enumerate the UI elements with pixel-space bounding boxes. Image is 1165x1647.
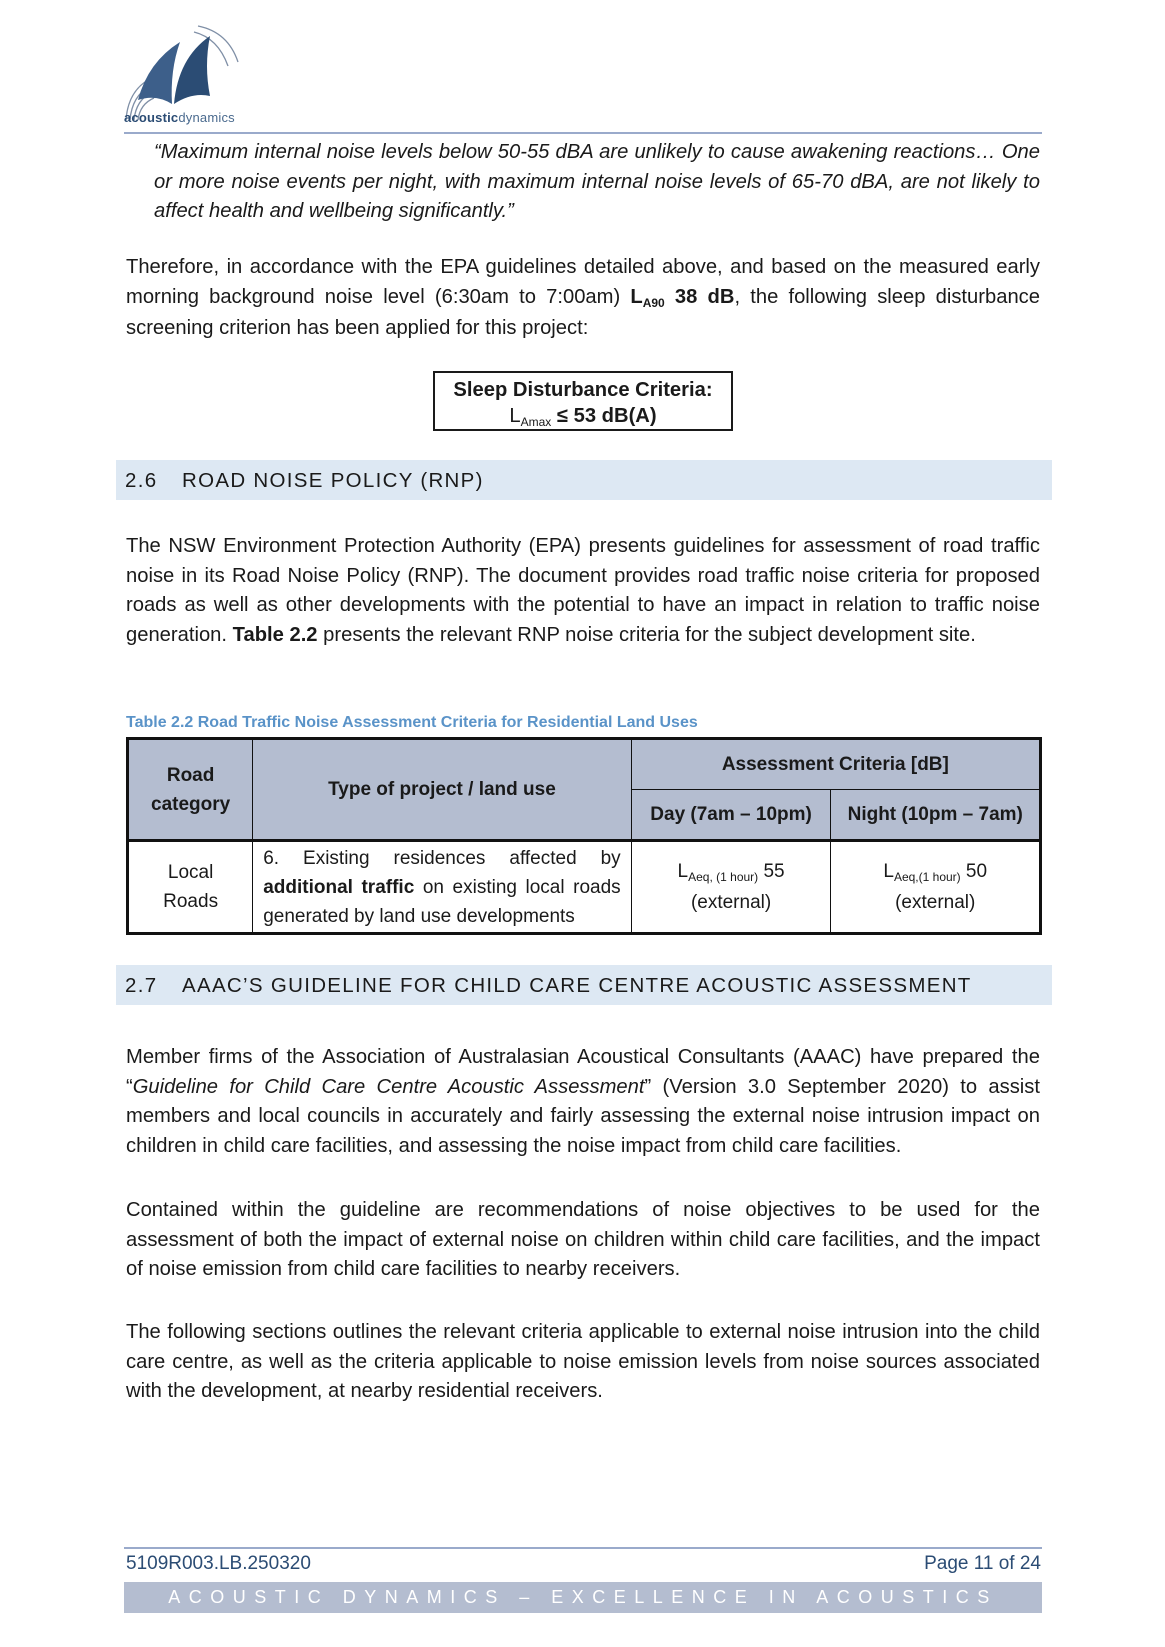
epa-quote: “Maximum internal noise levels below 50-55 dBA are unlikely to cause awakening reactions… One or more noise events per night, with maximum internal noise levels of 65-70 dBA, are not likely to affect health and wellbeing significantly.” xyxy=(154,141,1040,223)
paragraph-rnp: The NSW Environment Protection Authority (EPA) presents guidelines for assessment of road traffic noise in its Road Noise Policy (RNP). The document provides road traffic noise criteria for proposed roads as well as other developments with the potential to have an impact in relation to traffic noise generation. Table 2.2 presents the relevant RNP noise criteria for the subject development site. xyxy=(126,535,1040,646)
paragraph-background-noise: Therefore, in accordance with the EPA guidelines detailed above, and based on the measured early morning background noise level (6:30am to 7:00am) LA90 38 dB, the following sleep disturbance screening criterion has been applied for this project: xyxy=(126,256,1040,340)
section-number: 2.6 xyxy=(125,469,158,492)
header-road-category: Road category xyxy=(128,739,253,841)
criteria-box-value: LAmax ≤ 53 dB(A) xyxy=(509,405,657,429)
header-divider xyxy=(124,132,1042,134)
section-title: ROAD NOISE POLICY (RNP) xyxy=(182,469,484,492)
cell-night-criteria: $L_{Aeq,(1 hour)}$ 50 (external) xyxy=(831,841,1041,934)
paragraph-noise-objectives: Contained within the guideline are recommendations of noise objectives to be used for the assessment of both the impact of external noise on children within child care facilities, and the impact of noise emission from child care facilities to nearby receivers. xyxy=(126,1199,1040,1281)
header-day: Day (7am – 10pm) xyxy=(631,790,831,841)
cell-project-description: 6. Existing residences affected by additional traffic on existing local roads generated by land use developments xyxy=(253,841,631,934)
table-caption: Table 2.2 Road Traffic Noise Assessment Criteria for Residential Land Uses xyxy=(126,714,698,731)
header-assessment-criteria: Assessment Criteria [dB] xyxy=(631,739,1040,790)
header-night: Night (10pm – 7am) xyxy=(831,790,1041,841)
cell-day-criteria: $L_{Aeq, (1 hour)}$ 55 (external) xyxy=(631,841,831,934)
document-reference: 5109R003.LB.250320 xyxy=(126,1553,311,1574)
table-row xyxy=(128,841,1041,934)
page-number: Page 11 of 24 xyxy=(924,1553,1041,1574)
criteria-box-title: Sleep Disturbance Criteria: xyxy=(453,379,713,401)
sleep-disturbance-criteria-box xyxy=(433,371,733,431)
road-noise-criteria-table xyxy=(126,737,1042,935)
section-heading-2-7 xyxy=(116,965,1052,1005)
cell-road-category: Local Roads xyxy=(128,841,253,934)
footer-tagline: ACOUSTIC DYNAMICS – EXCELLENCE IN ACOUSTICS xyxy=(168,1587,998,1607)
section-number: 2.7 xyxy=(125,974,158,997)
paragraph-aaac-guideline: Member firms of the Association of Australasian Acoustical Consultants (AAAC) have prepared the “Guideline for Child Care Centre Acoustic Assessment” (Version 3.0 September 2020) to assist members and local councils in accurately and fairly assessing the external noise intrusion impact on children in child care facilities, and assessing the noise impact from child care facilities. xyxy=(126,1046,1040,1157)
section-title: AAAC’S GUIDELINE FOR CHILD CARE CENTRE ACOUSTIC ASSESSMENT xyxy=(182,974,972,997)
footer-tagline-bar xyxy=(124,1582,1042,1613)
paragraph-following-sections: The following sections outlines the relevant criteria applicable to external noise intrusion into the child care centre, as well as the criteria applicable to noise emission levels from noise sources associated with the development, at nearby residential receivers. xyxy=(126,1321,1040,1403)
header-type-of-project: Type of project / land use xyxy=(253,739,631,841)
footer-divider xyxy=(124,1547,1042,1549)
section-heading-2-6 xyxy=(116,460,1052,500)
logo-wordmark: acousticdynamics xyxy=(124,110,235,125)
